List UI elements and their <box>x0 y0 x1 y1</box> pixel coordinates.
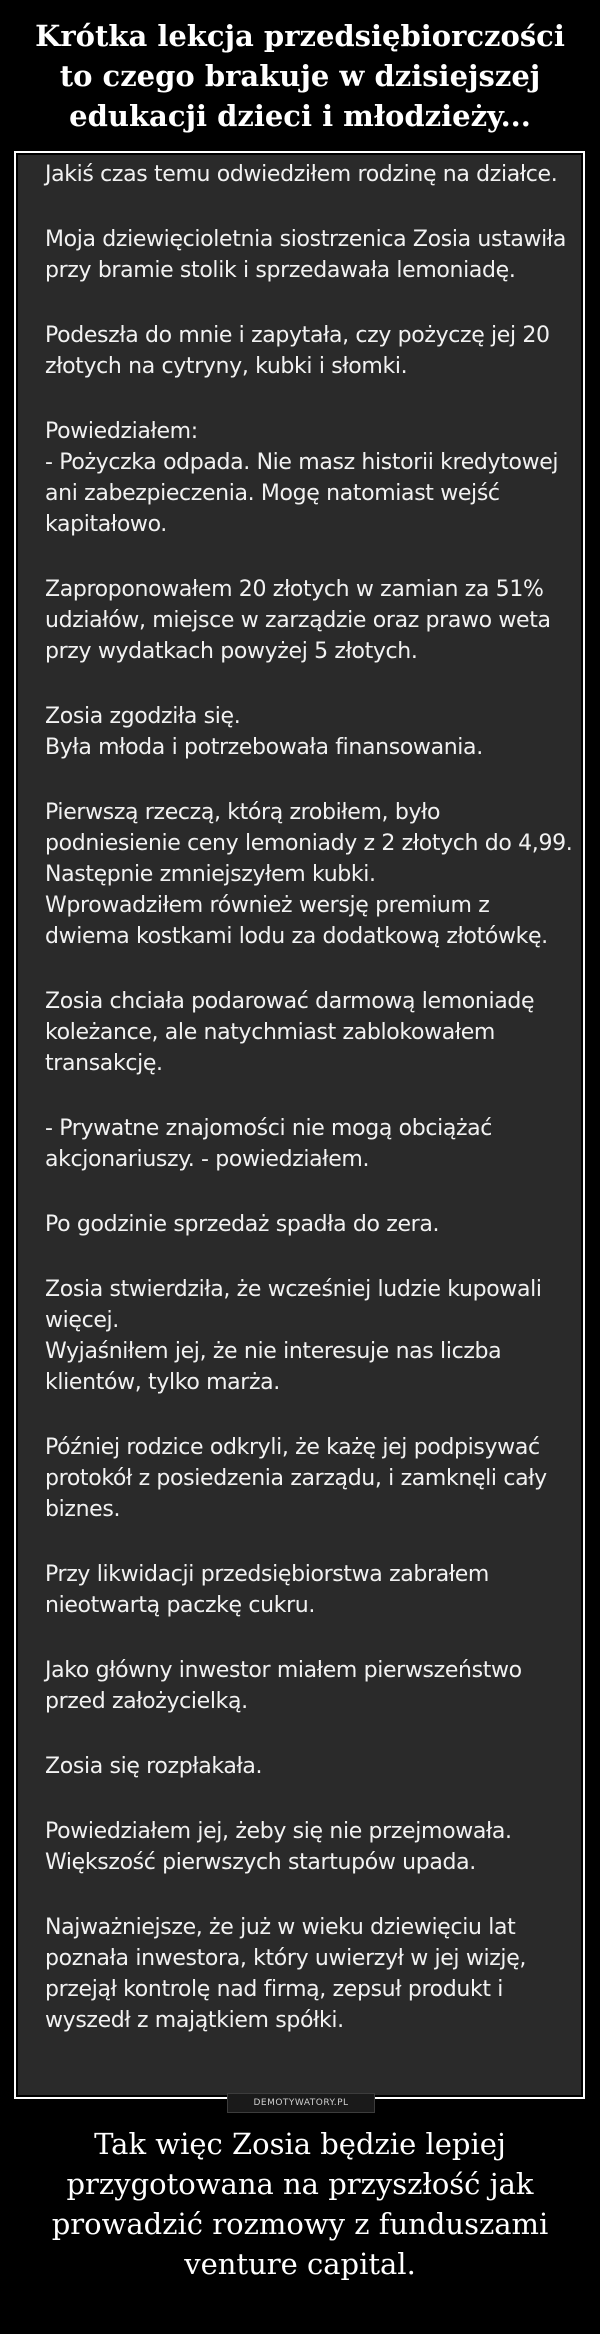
story-line: Po godzinie sprzedaż spadła do zera. <box>45 1212 440 1237</box>
story-line: Powiedziałem jej, żeby się nie przejmowała. Większość pierwszych startupów upada. <box>45 1819 512 1875</box>
story-paragraph <box>45 320 573 382</box>
story-line: Wprowadziłem również wersję premium z dwiema kostkami lodu za dodatkową złotówkę. <box>45 893 548 949</box>
story-card <box>18 155 581 2095</box>
story-paragraph <box>45 1816 573 1878</box>
site-watermark: DEMOTYWATORY.PL <box>227 2093 375 2113</box>
page-title: Krótka lekcja przedsiębiorczości to czego brakuje w dzisiejszej edukacji dzieci i młodzieży... <box>35 19 565 133</box>
story-paragraph <box>45 701 573 763</box>
caption: Tak więc Zosia będzie lepiej przygotowana na przyszłość jak prowadzić rozmowy z funduszami venture capital. <box>51 2127 549 2281</box>
story-line: Następnie zmniejszyłem kubki. <box>45 862 376 887</box>
story-line: Przy likwidacji przedsiębiorstwa zabrałem nieotwartą paczkę cukru. <box>45 1562 490 1618</box>
story-line: - Pożyczka odpada. Nie masz historii kredytowej ani zabezpieczenia. Mogę natomiast wejść kapitałowo. <box>45 450 559 537</box>
story-paragraph <box>45 574 573 667</box>
story-line: Pierwszą rzeczą, którą zrobiłem, było podniesienie ceny lemoniady z 2 złotych do 4,99. <box>45 800 573 856</box>
story-line: Później rodzice odkryli, że każę jej podpisywać protokół z posiedzenia zarządu, i zamknęli cały biznes. <box>45 1435 547 1522</box>
story-line: Zosia stwierdziła, że wcześniej ludzie kupowali więcej. <box>45 1277 542 1333</box>
story-line: Zosia chciała podarować darmową lemoniadę koleżance, ale natychmiast zablokowałem transakcję. <box>45 989 535 1076</box>
story-paragraph <box>45 1113 573 1175</box>
story-paragraph <box>45 1912 573 2036</box>
story-line: - Prywatne znajomości nie mogą obciążać akcjonariuszy. - powiedziałem. <box>45 1116 493 1172</box>
story-line: Podeszła do mnie i zapytała, czy pożyczę jej 20 złotych na cytryny, kubki i słomki. <box>45 323 550 379</box>
story-line: Wyjaśniłem jej, że nie interesuje nas liczba klientów, tylko marża. <box>45 1339 502 1395</box>
story-paragraph <box>45 1559 573 1621</box>
story-line: Zosia się rozpłakała. <box>45 1754 263 1779</box>
story-line: Jako główny inwestor miałem pierwszeństwo przed założycielką. <box>45 1658 522 1714</box>
story-line: Najważniejsze, że już w wieku dziewięciu lat poznała inwestora, który uwierzył w jej wizję, przejął kontrolę nad firmą, zepsuł produkt i wyszedł z majątkiem spółki. <box>45 1915 527 2033</box>
story-paragraph <box>45 986 573 1079</box>
story-line: Zaproponowałem 20 złotych w zamian za 51% udziałów, miejsce w zarządzie oraz prawo weta przy wydatkach powyżej 5 złotych. <box>45 577 551 664</box>
story-paragraph <box>45 224 573 286</box>
story-line: Moja dziewięcioletnia siostrzenica Zosia ustawiła przy bramie stolik i sprzedawała lemoniadę. <box>45 227 566 283</box>
story-paragraph <box>45 1751 573 1782</box>
story-line: Powiedziałem: <box>45 419 198 444</box>
story-paragraph <box>45 1209 573 1240</box>
story-paragraph <box>45 159 573 190</box>
story-paragraph <box>45 1274 573 1398</box>
story-paragraph <box>45 416 573 540</box>
story-line: Była młoda i potrzebowała finansowania. <box>45 735 483 760</box>
story-line: Zosia zgodziła się. <box>45 704 241 729</box>
story-paragraph <box>45 1432 573 1525</box>
story-line: Jakiś czas temu odwiedziłem rodzinę na działce. <box>45 162 558 187</box>
story-paragraph <box>45 1655 573 1717</box>
story-frame <box>14 151 585 2099</box>
story-paragraph <box>45 797 573 952</box>
